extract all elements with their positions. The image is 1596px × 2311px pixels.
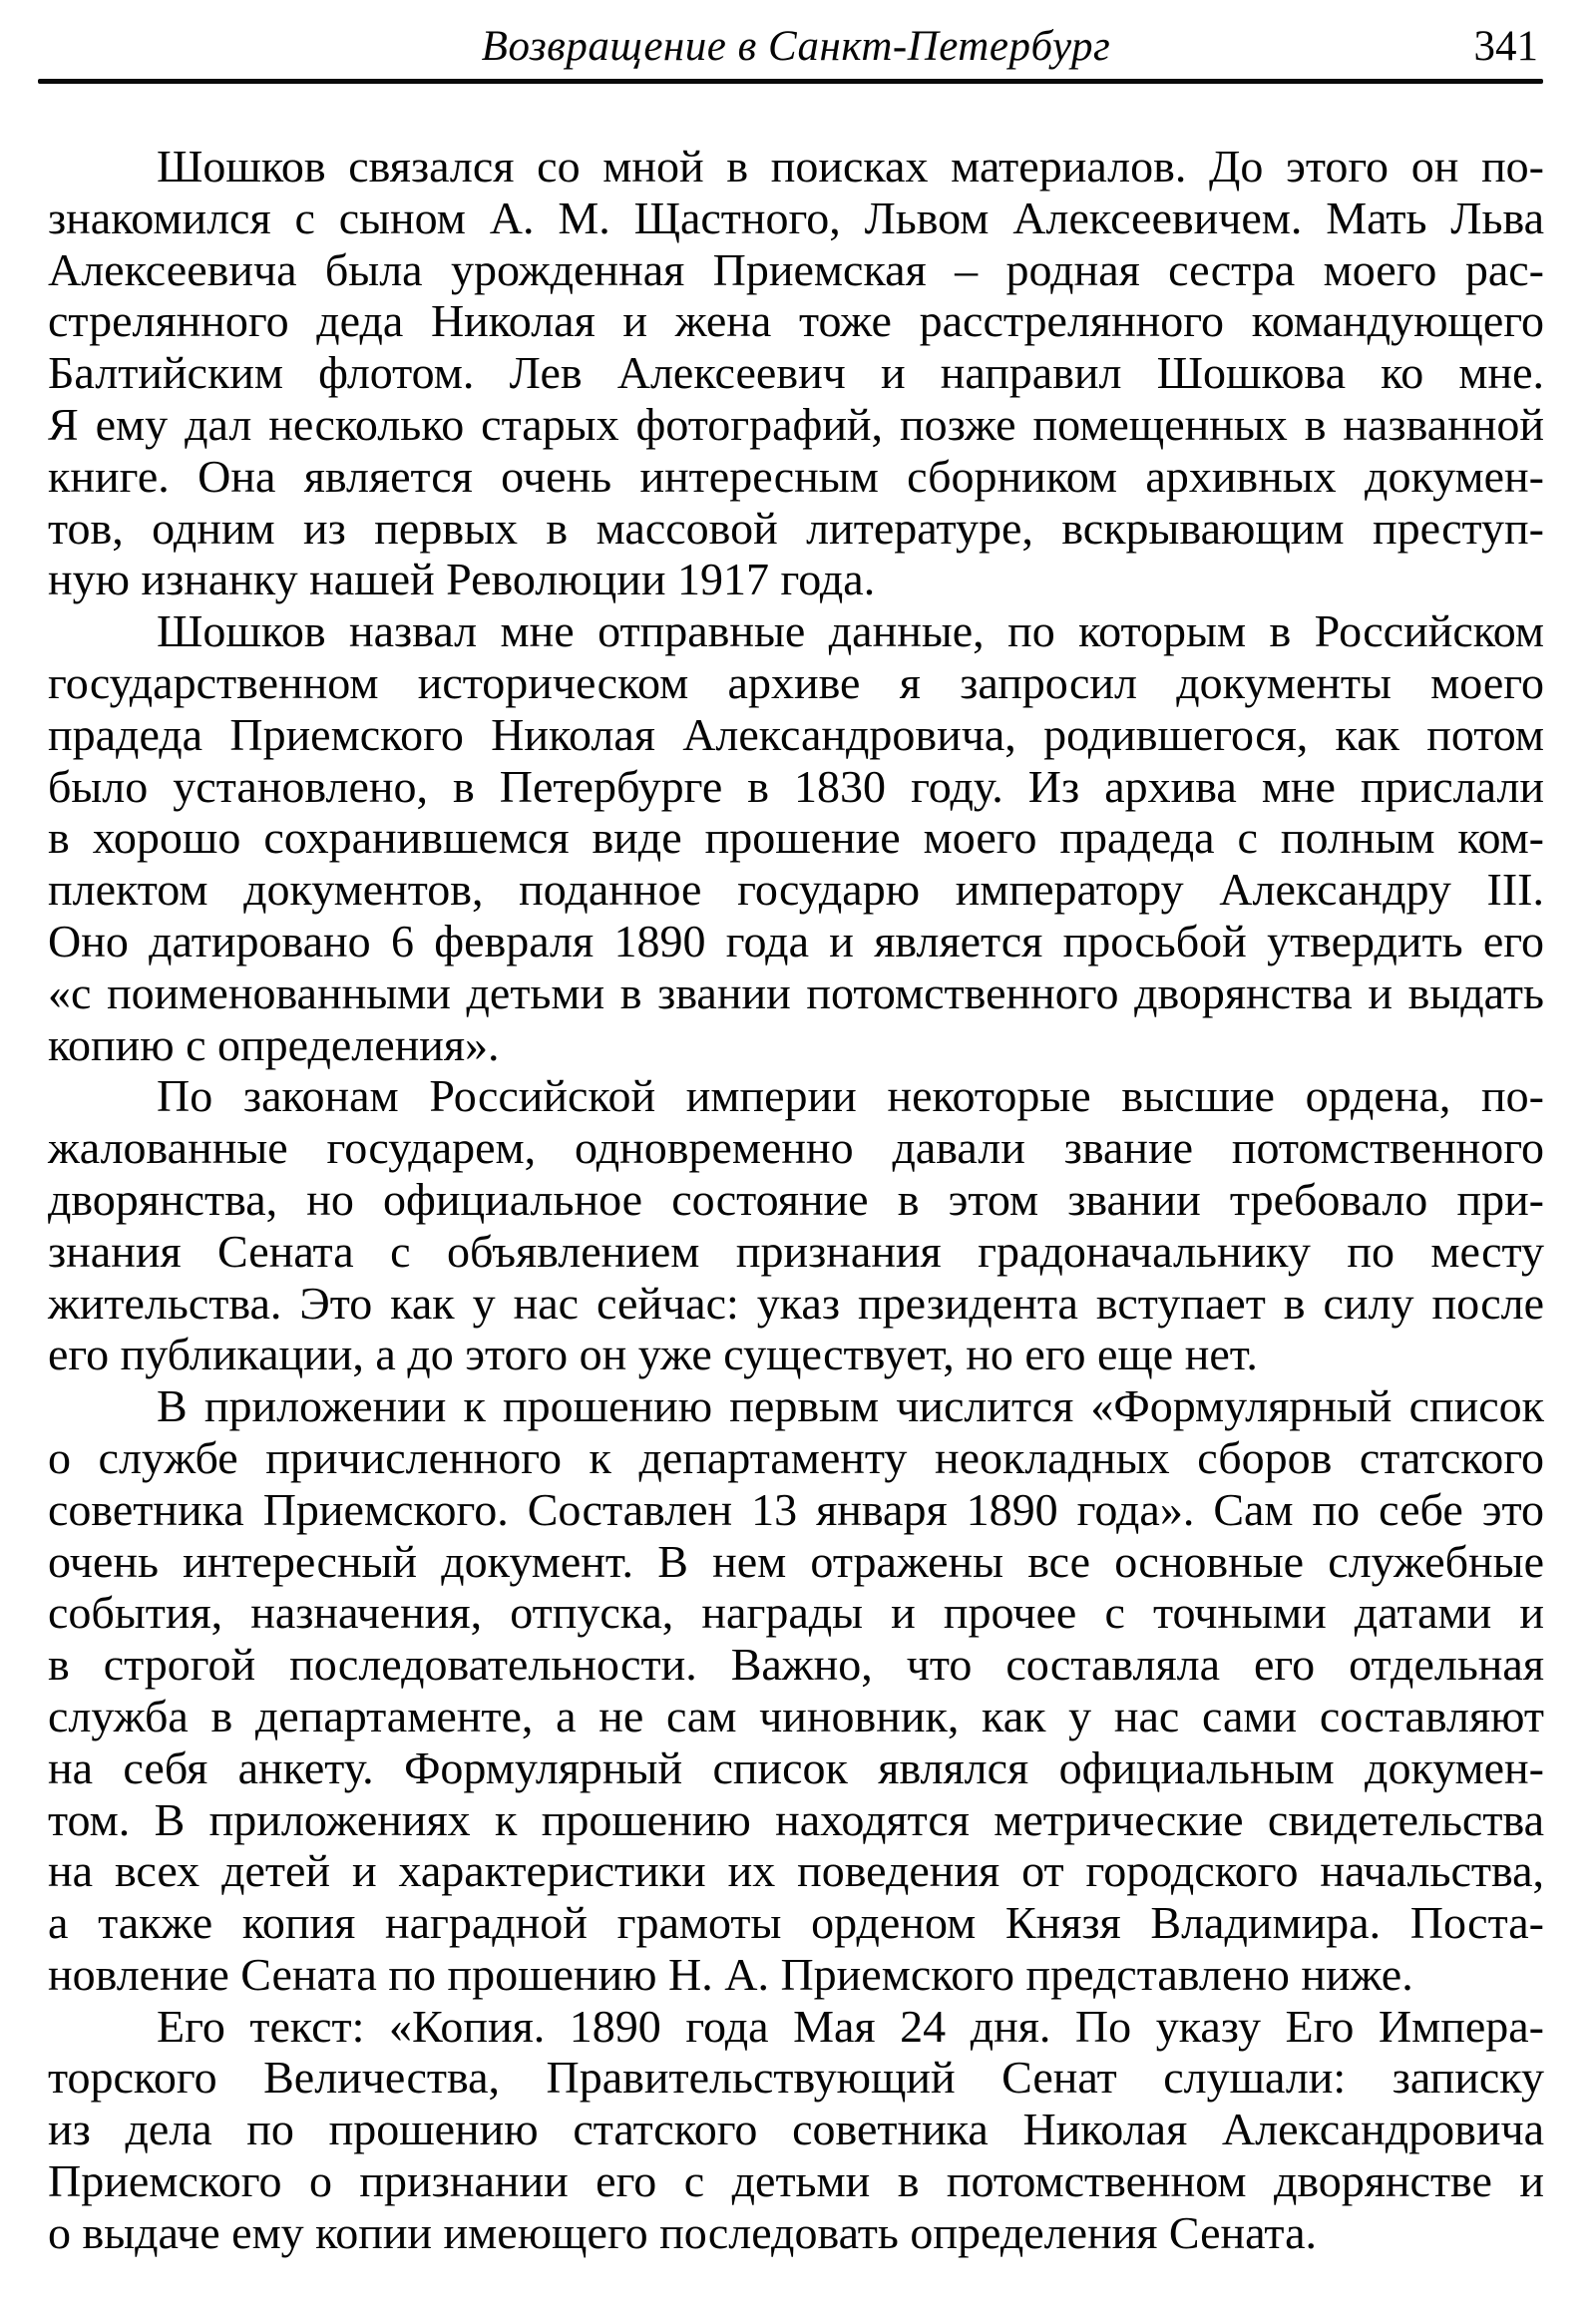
paragraph [48, 605, 1544, 1070]
text-line: том. В приложениях к прошению находятся метрические свидетельства [48, 1793, 1544, 1845]
text-line: Я ему дал несколько старых фотографий, позже помещенных в названной [48, 398, 1544, 450]
text-line: было установлено, в Петербурге в 1830 году. Из архива мне прислали [48, 760, 1544, 812]
text-line: очень интересный документ. В нем отражены все основные служебные [48, 1535, 1544, 1587]
text-line: Алексеевича была урожденная Приемская – родная сестра моего рас- [48, 243, 1544, 295]
text-line: тов, одним из первых в массовой литературе, вскрывающим преступ- [48, 502, 1544, 554]
text-line: в строгой последовательности. Важно, что составляла его отдельная [48, 1639, 1544, 1691]
text-line: события, назначения, отпуска, награды и прочее с точными датами и [48, 1587, 1544, 1639]
text-line: В приложении к прошению первым числится «Формулярный список [157, 1380, 1544, 1432]
paragraph [48, 2001, 1544, 2259]
text-line: служба в департаменте, а не сам чиновник, как у нас сами составляют [48, 1690, 1544, 1741]
text-line: из дела по прошению статского советника Николая Александровича [48, 2104, 1544, 2155]
text-line: ную изнанку нашей Революции 1917 года. [48, 554, 876, 605]
paragraph [48, 1070, 1544, 1380]
text-line: Шошков назвал мне отправные данные, по которым в Российском [157, 605, 1544, 657]
text-line: копию с определения». [48, 1018, 500, 1070]
paragraph [48, 141, 1544, 605]
paragraph [48, 1380, 1544, 2001]
text-line: книге. Она является очень интересным сборником архивных докумен- [48, 450, 1544, 502]
text-line: новление Сената по прошению Н. А. Приемского представлено ниже. [48, 1948, 1413, 2000]
text-line: знания Сената с объявлением признания градоначальнику по месту [48, 1225, 1544, 1277]
text-line: знакомился с сыном А. М. Щастного, Львом Алексеевичем. Мать Льва [48, 192, 1544, 243]
text-line: жалованные государем, одновременно давали звание потомственного [48, 1122, 1544, 1174]
text-line: его публикации, а до этого он уже существует, но его еще нет. [48, 1329, 1258, 1380]
text-line: Его текст: «Копия. 1890 года Мая 24 дня. По указу Его Импера- [157, 2000, 1544, 2052]
text-line: на всех детей и характеристики их поведения от городского начальства, [48, 1845, 1544, 1897]
text-line: на себя анкету. Формулярный список являлся официальным докумен- [48, 1741, 1544, 1793]
text-line: государственном историческом архиве я запросил документы моего [48, 656, 1544, 708]
text-line: Оно датировано 6 февраля 1890 года и является просьбой утвердить его [48, 915, 1544, 966]
header-rule [38, 79, 1543, 84]
text-line: Приемского о признании его с детьми в потомственном дворянстве и [48, 2155, 1544, 2207]
text-line: а также копия наградной грамоты орденом Князя Владимира. Поста- [48, 1897, 1544, 1949]
text-line: о службе причисленного к департаменту неокладных сборов статского [48, 1431, 1544, 1483]
text-line: «с поименованными детьми в звании потомственного дворянства и выдать [48, 966, 1544, 1018]
page-header [48, 22, 1544, 78]
page-number: 341 [1473, 23, 1538, 70]
text-line: о выдаче ему копии имеющего последовать определения Сената. [48, 2206, 1317, 2258]
text-line: в хорошо сохранившемся виде прошение моего прадеда с полным ком- [48, 812, 1544, 864]
body-text [48, 141, 1544, 2259]
text-line: плектом документов, поданное государю императору Александру III. [48, 864, 1544, 916]
text-line: стрелянного деда Николая и жена тоже расстрелянного командующего [48, 295, 1544, 347]
text-line: По законам Российской империи некоторые высшие ордена, по- [157, 1070, 1544, 1122]
text-line: Балтийским флотом. Лев Алексеевич и направил Шошкова ко мне. [48, 347, 1544, 399]
text-line: дворянства, но официальное состояние в этом звании требовало при- [48, 1173, 1544, 1225]
text-line: жительства. Это как у нас сейчас: указ президента вступает в силу после [48, 1277, 1544, 1329]
text-line: советника Приемского. Составлен 13 января 1890 года». Сам по себе это [48, 1483, 1544, 1535]
text-line: торского Величества, Правительствующий Сенат слушали: записку [48, 2052, 1544, 2104]
running-title: Возвращение в Санкт-Петербург [481, 23, 1111, 70]
text-line: Шошков связался со мной в поисках материалов. До этого он по- [157, 141, 1544, 192]
text-line: прадеда Приемского Николая Александровича, родившегося, как потом [48, 708, 1544, 760]
